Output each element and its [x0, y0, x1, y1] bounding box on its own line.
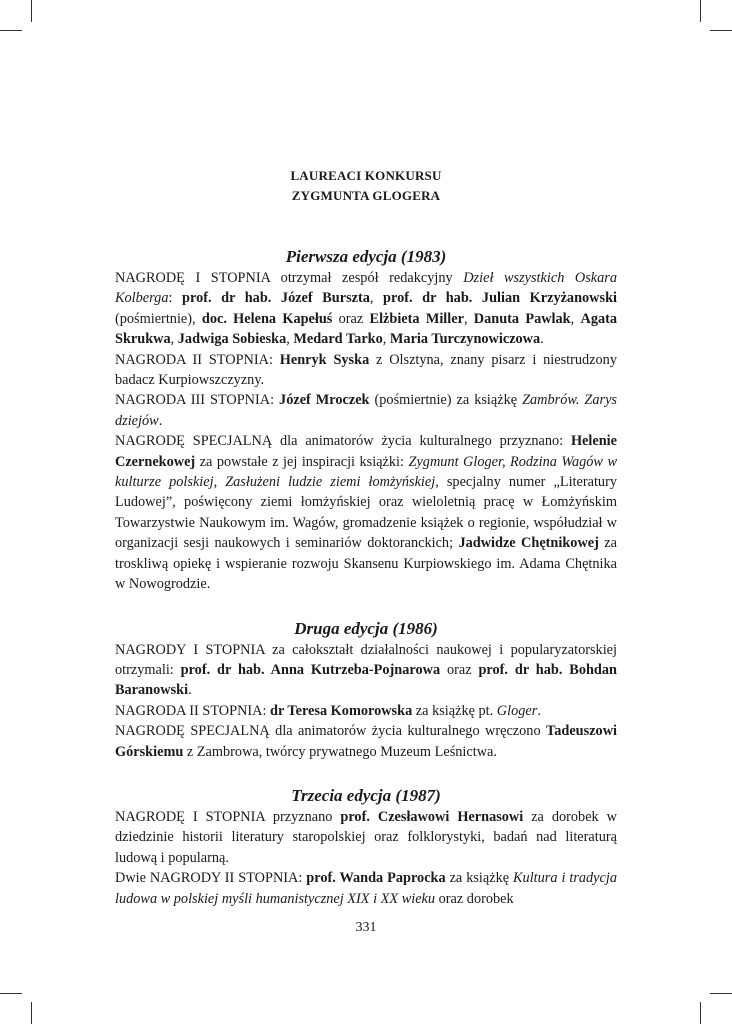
title-line-1: LAUREACI KONKURSU — [290, 168, 442, 183]
book-title: Gloger — [496, 702, 538, 719]
page-title — [0, 166, 732, 206]
laureate-name: Danuta Pawlak — [473, 310, 571, 327]
crop-mark-bottom-right-vertical — [700, 1002, 701, 1024]
text: NAGRODĘ SPECJALNĄ dla animatorów życia kulturalnego wręczono — [115, 723, 547, 740]
laureate-name: Medard Tarko — [293, 331, 383, 348]
text: , — [463, 310, 474, 327]
text: , — [286, 331, 294, 348]
text: NAGRODA II STOPNIA: — [115, 702, 271, 719]
text: NAGRODĘ SPECJALNĄ dla animatorów życia kulturalnego przyznano: — [115, 433, 571, 450]
text: . — [537, 702, 541, 719]
text: . — [158, 412, 163, 429]
laureate-name: Agata Skrukwa — [115, 310, 618, 348]
laureate-name: dr Teresa Komorowska — [270, 702, 413, 719]
laureate-name: prof. Czesławowi Hernasowi — [340, 808, 524, 825]
text: za książkę — [445, 870, 514, 887]
crop-mark-top-right-horizontal — [710, 30, 732, 31]
edition-1-heading: Pierwsza edycja (1983) — [285, 247, 447, 266]
laureate-name: prof. dr hab. Bohdan Baranowski — [115, 661, 617, 699]
text: NAGRODA II STOPNIA: — [115, 351, 280, 368]
text: za dorobek w dziedzinie historii literatury staropolskiej oraz folklorystyki, badań nad literaturą ludową i popularną. — [115, 808, 617, 866]
text: , — [369, 290, 384, 307]
edition-3-award-1 — [115, 807, 617, 868]
edition-2-award-2 — [115, 701, 617, 721]
text: za troskliwą opiekę i wspieranie rozwoju Skansenu Kurpiowskiego im. Adama Chętnika w Nowogrodzie. — [115, 535, 617, 593]
crop-mark-top-left-horizontal — [0, 30, 22, 31]
text: oraz dorobek — [435, 890, 514, 907]
laureate-name: Jadwiga Sobieska — [177, 331, 287, 348]
text: (pośmiertnie) za książkę — [369, 392, 523, 409]
laureate-name: Helenie Czernekowej — [115, 433, 617, 470]
book-title: Zambrów. Zarys dziejów — [115, 392, 617, 429]
text: oraz — [332, 310, 370, 327]
text: z Olsztyna, znany pisarz i niestrudzony badacz Kurpiowszczyzny. — [115, 351, 617, 389]
crop-mark-bottom-left-horizontal — [0, 993, 22, 994]
text: oraz — [440, 661, 479, 678]
edition-2-heading: Druga edycja (1986) — [294, 618, 438, 638]
text: . — [188, 682, 192, 699]
laureate-name: prof. dr hab. Anna Kutrzeba-Pojnarowa — [180, 661, 441, 678]
edition-1-award-2 — [115, 350, 617, 391]
book-title: Kultura i tradycja ludowa w polskiej myśli humanistycznej XIX i XX wieku — [115, 870, 617, 907]
laureate-name: Tadeuszowi Górskiemu — [115, 723, 617, 760]
page-number: 331 — [355, 920, 377, 935]
text: NAGRODĘ I STOPNIA przyznano — [115, 808, 341, 825]
text: . — [540, 331, 544, 348]
laureate-name: doc. Helena Kapełuś — [201, 310, 333, 327]
edition-3-award-2 — [115, 868, 617, 909]
laureate-name: prof. dr hab. Julian Krzyżanowski — [383, 290, 617, 307]
edition-3-heading: Trzecia edycja (1987) — [291, 785, 441, 805]
book-title: Zygmunt Gloger, Rodzina Wagów w kulturze polskiej, Zasłużeni ludzie ziemi łomżyńskiej — [115, 453, 617, 491]
text: NAGRODĘ I STOPNIA otrzymał zespół redakcyjny — [115, 270, 464, 286]
text: , — [170, 331, 178, 348]
crop-mark-top-left-vertical — [31, 0, 32, 22]
article-body — [115, 246, 617, 909]
text: za książkę pt. — [412, 702, 497, 719]
edition-2-award-1 — [115, 640, 617, 701]
edition-2-special-award — [115, 721, 617, 762]
laureate-name: prof. Wanda Paprocka — [306, 870, 446, 887]
crop-mark-bottom-right-horizontal — [710, 993, 732, 994]
text: NAGRODA III STOPNIA: — [115, 392, 280, 409]
text: , — [382, 331, 390, 348]
laureate-name: Henryk Syska — [279, 351, 370, 368]
crop-mark-top-right-vertical — [700, 0, 701, 22]
edition-1-award-1 — [115, 268, 617, 350]
laureate-name: Józef Mroczek — [279, 392, 370, 409]
edition-1-award-3 — [115, 390, 617, 431]
text: , — [570, 310, 581, 327]
edition-1-special-award — [115, 431, 617, 594]
text: NAGRODY I STOPNIA za całokształt działalności naukowej i popularyzatorskiej otrzymali: — [115, 641, 617, 678]
book-title: Dzieł wszystkich Oskara Kolberga — [115, 270, 617, 307]
text: , specjalny numer „Literatury Ludowej”, poświęcony ziemi łomżyńskiej oraz wieloletnią pracę w Łomżyńskim Towarzystwie Naukowym im. Wagów, gromadzenie książek o regionie, współudział w organizacji sesji naukowych i seminariów doktoranckich; — [115, 474, 617, 552]
text: (pośmiertnie), — [115, 310, 202, 327]
text: Dwie NAGRODY II STOPNIA: — [115, 870, 307, 887]
text: za powstałe z jej inspiracji książki: — [195, 453, 409, 470]
laureate-name: prof. dr hab. Józef Burszta — [182, 290, 370, 307]
text: z Zambrowa, twórcy prywatnego Muzeum Leśnictwa. — [183, 743, 497, 760]
laureate-name: Elżbieta Miller — [369, 310, 464, 327]
laureate-name: Maria Turczynowiczowa — [389, 331, 541, 348]
title-line-2: ZYGMUNTA GLOGERA — [291, 188, 441, 203]
crop-mark-bottom-left-vertical — [31, 1002, 32, 1024]
laureate-name: Jadwidze Chętnikowej — [458, 535, 599, 552]
text: : — [168, 290, 183, 307]
